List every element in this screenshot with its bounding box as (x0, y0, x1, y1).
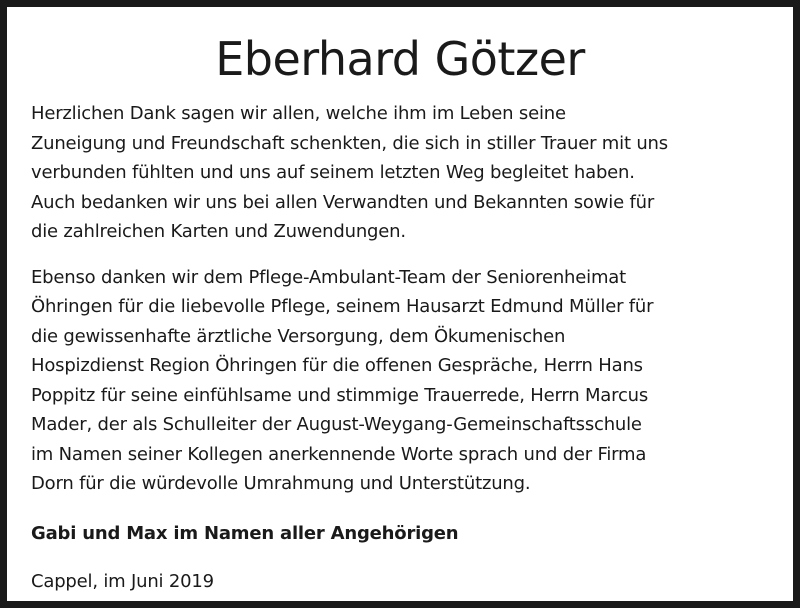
deceased-name: Eberhard Götzer (215, 32, 585, 86)
paragraph-line: die zahlreichen Karten und Zuwendungen. (31, 221, 406, 242)
paragraph-line: Ebenso danken wir dem Pflege-Ambulant-Team der Seniorenheimat (31, 266, 626, 288)
acknowledgements-paragraph (31, 263, 769, 499)
paragraph-line: Öhringen für die liebevolle Pflege, seinem Hausarzt Edmund Müller für (31, 296, 654, 317)
paragraph-line: Dorn für die würdevolle Umrahmung und Unterstützung. (31, 473, 531, 494)
paragraph-line: Auch bedanken wir uns bei allen Verwandten und Bekannten sowie für (31, 191, 655, 213)
paragraph-line: Poppitz für seine einfühlsame und stimmige Trauerrede, Herrn Marcus (31, 384, 649, 406)
paragraph-line: die gewissenhafte ärztliche Versorgung, dem Ökumenischen (31, 325, 566, 347)
paragraph-line: Mader, der als Schulleiter der August-Weygang-Gemeinschaftsschule (31, 414, 642, 435)
signature: Gabi und Max im Namen aller Angehörigen (31, 522, 459, 544)
paragraph-line: Zuneigung und Freundschaft schenkten, die sich in stiller Trauer mit uns (31, 132, 668, 154)
paragraph-line: verbunden fühlten und uns auf seinem letzten Weg begleitet haben. (31, 162, 635, 183)
paragraph-line: im Namen seiner Kollegen anerkennende Worte sprach und der Firma (31, 443, 647, 465)
paragraph-line: Herzlichen Dank sagen wir allen, welche ihm im Leben seine (31, 103, 566, 124)
thanks-paragraph (31, 99, 769, 247)
place-date: Cappel, im Juni 2019 (31, 570, 214, 592)
paragraph-line: Hospizdienst Region Öhringen für die offenen Gespräche, Herrn Hans (31, 355, 643, 376)
